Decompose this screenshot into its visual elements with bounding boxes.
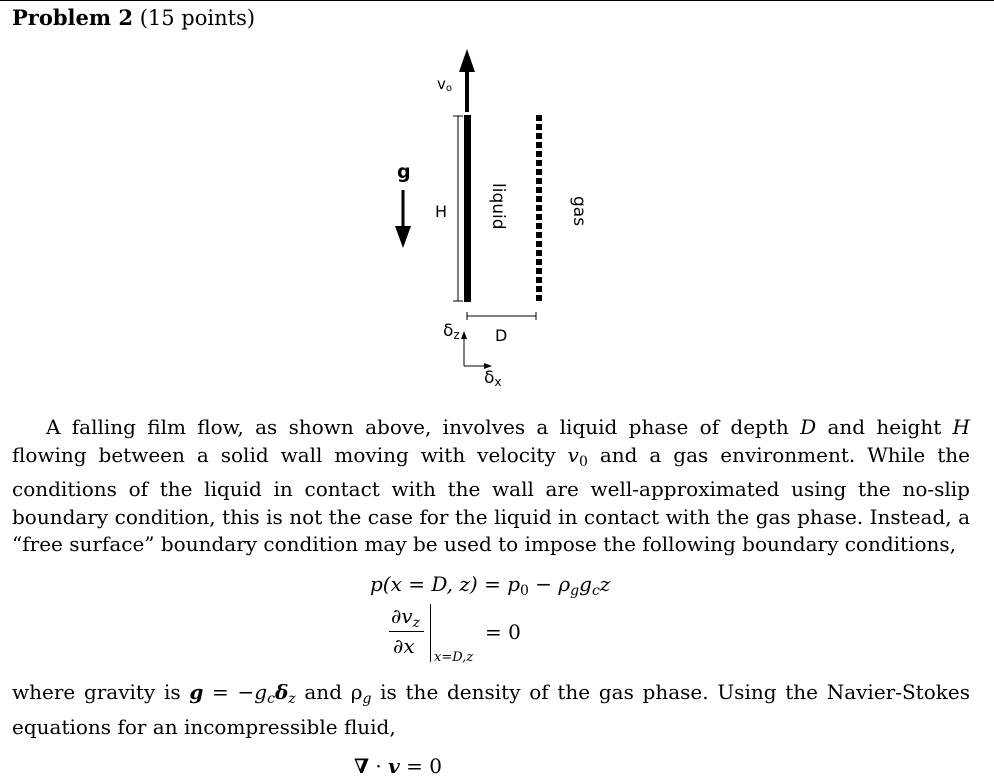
velocity-label: vo (437, 75, 453, 94)
fraction-numerator: $\partial v_z$ (391, 604, 421, 631)
problem-points: (15 points) (139, 6, 256, 30)
paragraph-gravity: where gravity is $g = -g_c\delta_z$ and $\rho_g$ is the density of the gas phase. Using the Navier-Stokes equations for an incompressible fluid, (12, 680, 970, 739)
axis-x-label: δx (484, 368, 502, 389)
problem-label: Problem 2 (12, 5, 134, 30)
evaluation-bar (430, 604, 431, 662)
axis-z-label: δz (443, 321, 460, 342)
gravity-label: g (397, 161, 411, 183)
gas-label: gas (569, 196, 589, 227)
liquid-label: liquid (488, 183, 508, 230)
solid-wall (464, 115, 471, 302)
evaluation-subscript: x=D,z (434, 650, 474, 665)
equation2-rhs: = 0 (485, 620, 521, 644)
gravity-arrow-head (395, 226, 411, 248)
fraction-denominator: ∂x (393, 634, 415, 658)
fraction-bar (389, 631, 424, 632)
paragraph-description: A falling film flow, as shown above, involves a liquid phase of depth D and height H flowing between a solid wall moving with velocity $v_0$ and a gas environment. While the conditions of the liquid in contact with the wall are well-approximated using the no-slip boundary condition, this is not the case for the liquid in contact with the gas phase. Instead, a “free surface” boundary condition may be used to impose the following boundary conditions, (12, 415, 970, 556)
equation-pressure-bc: p(x = D, $z) = p_0 - \rho_gg_cz$ (370, 572, 611, 599)
velocity-arrow-head (459, 49, 475, 72)
depth-label: D (495, 326, 508, 345)
equation-continuity: ∇ · v = 0 (354, 754, 442, 778)
height-label: H (435, 202, 448, 221)
